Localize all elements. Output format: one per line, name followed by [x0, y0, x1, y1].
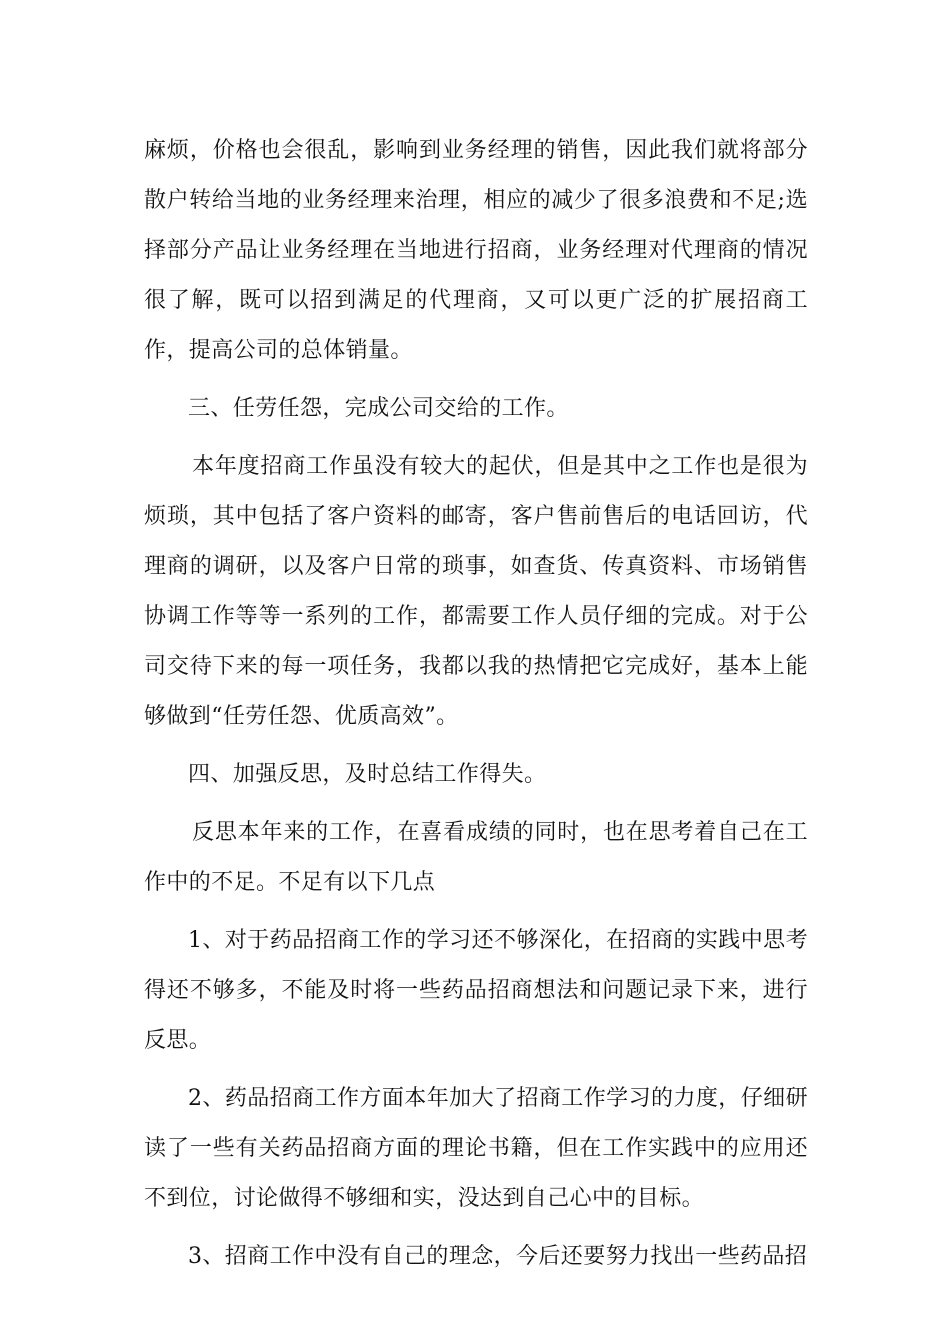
list-item-1: 1、对于药品招商工作的学习还不够深化，在招商的实践中思考得还不够多，不能及时将一些药品招商想法和问题记录下来，进行反思。 — [144, 928, 808, 1053]
document-body — [144, 126, 808, 1282]
paragraph-continued-intro: 麻烦，价格也会很乱，影响到业务经理的销售，因此我们就将部分散户转给当地的业务经理来治理，相应的减少了很多浪费和不足;选择部分产品让业务经理在当地进行招商，业务经理对代理商的情况很了解，既可以招到满足的代理商，又可以更广泛的扩展招商工作，提高公司的总体销量。 — [144, 138, 808, 363]
section-heading-three: 三、任劳任怨，完成公司交给的工作。 — [188, 396, 569, 421]
paragraph-section-three: 本年度招商工作虽没有较大的起伏，但是其中之工作也是很为烦琐，其中包括了客户资料的邮寄，客户售前售后的电话回访，代理商的调研，以及客户日常的琐事，如查货、传真资料、市场销售协调工作等等一系列的工作，都需要工作人员仔细的完成。对于公司交待下来的每一项任务，我都以我的热情把它完成好，基本上能够做到“任劳任怨、优质高效”。 — [144, 454, 808, 729]
list-item-2: 2、药品招商工作方面本年加大了招商工作学习的力度，仔细研读了一些有关药品招商方面的理论书籍，但在工作实践中的应用还不到位，讨论做得不够细和实，没达到自己心中的目标。 — [144, 1086, 808, 1211]
list-item-3: 3、招商工作中没有自己的理念，今后还要努力找出一些药品招 — [188, 1244, 808, 1269]
paragraph-reflection: 反思本年来的工作，在喜看成绩的同时，也在思考着自己在工作中的不足。不足有以下几点 — [144, 820, 808, 895]
section-heading-four: 四、加强反思，及时总结工作得失。 — [188, 762, 547, 787]
